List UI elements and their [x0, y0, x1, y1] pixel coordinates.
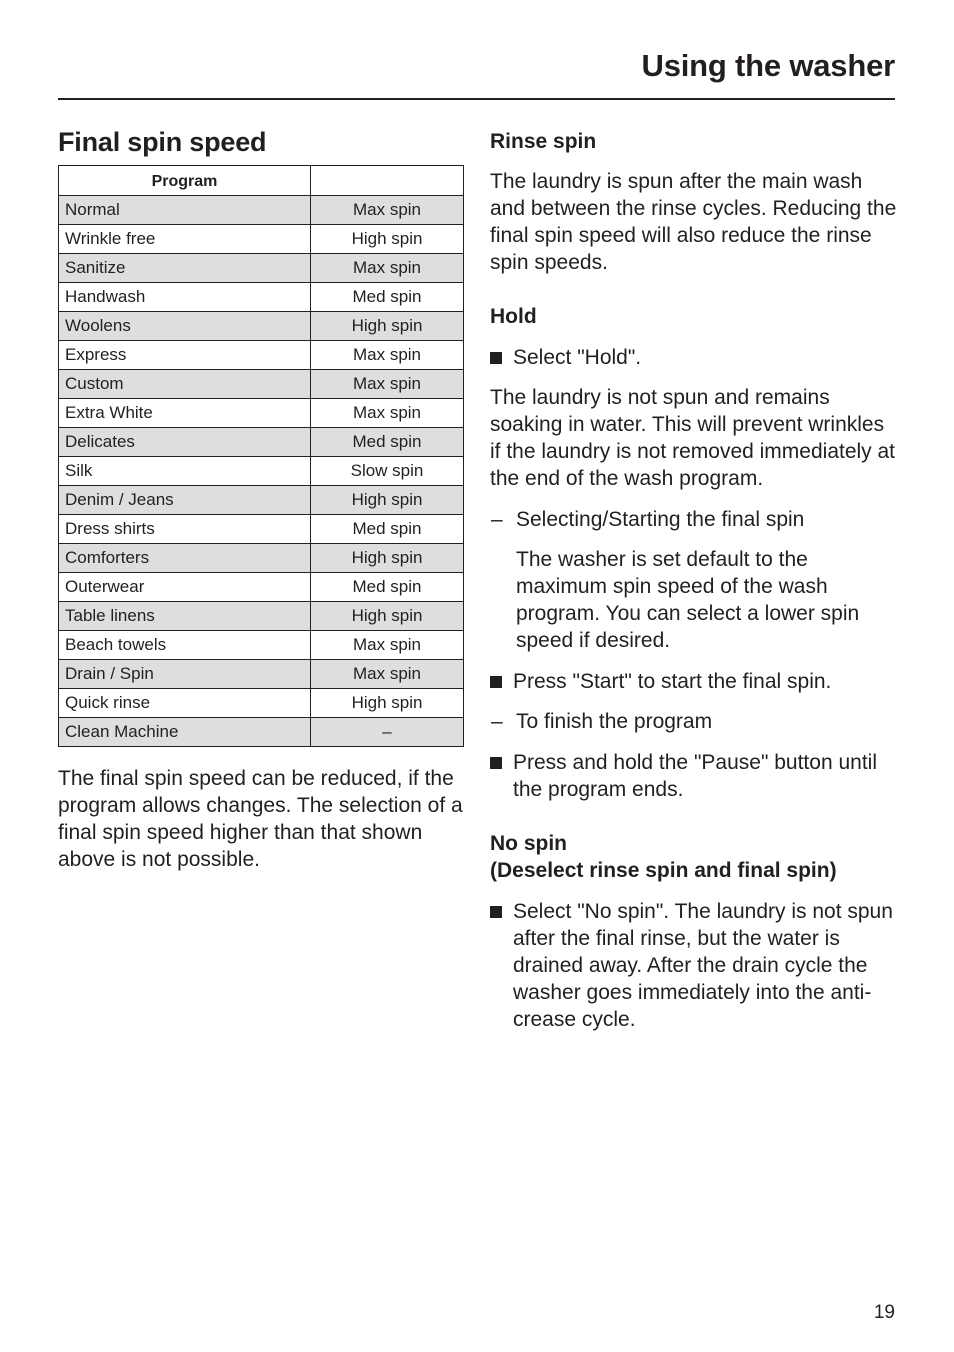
list-item — [490, 749, 900, 803]
program-cell: Delicates — [59, 428, 311, 457]
table-header-program: Program — [59, 166, 311, 196]
spin-cell: Max spin — [311, 254, 464, 283]
program-cell: Custom — [59, 370, 311, 399]
spin-cell: High spin — [311, 689, 464, 718]
spin-cell: Max spin — [311, 660, 464, 689]
no-spin-heading — [490, 830, 900, 884]
spin-cell: High spin — [311, 544, 464, 573]
table-body — [59, 196, 464, 747]
table-row — [59, 370, 464, 399]
spin-speed-table — [58, 165, 464, 747]
spin-cell: Med spin — [311, 428, 464, 457]
spin-cell: Max spin — [311, 370, 464, 399]
table-row — [59, 718, 464, 747]
spin-cell: Slow spin — [311, 457, 464, 486]
table-row — [59, 283, 464, 312]
program-cell: Sanitize — [59, 254, 311, 283]
spin-cell: High spin — [311, 602, 464, 631]
rinse-spin-text: The laundry is spun after the main wash and between the rinse cycles. Reducing the final spin speed will also reduce the rinse spin speeds. — [490, 170, 897, 274]
list-item — [490, 668, 900, 695]
spin-cell: Med spin — [311, 515, 464, 544]
program-cell: Handwash — [59, 283, 311, 312]
table-row — [59, 573, 464, 602]
table-row — [59, 225, 464, 254]
table-row — [59, 660, 464, 689]
dash-bullet-icon: – — [491, 508, 503, 531]
program-cell: Clean Machine — [59, 718, 311, 747]
table-header-row — [59, 166, 464, 196]
table-row — [59, 428, 464, 457]
table-row — [59, 689, 464, 718]
left-column — [58, 126, 463, 894]
table-row — [59, 544, 464, 573]
spin-cell: Max spin — [311, 631, 464, 660]
spin-cell: Max spin — [311, 399, 464, 428]
table-row — [59, 254, 464, 283]
table-row — [59, 196, 464, 225]
program-cell: Comforters — [59, 544, 311, 573]
no-spin-heading-line2: (Deselect rinse spin and final spin) — [490, 859, 837, 882]
spin-cell: – — [311, 718, 464, 747]
hold-heading: Hold — [490, 305, 537, 328]
spin-cell: Max spin — [311, 341, 464, 370]
table-row — [59, 341, 464, 370]
no-spin-heading-line1: No spin — [490, 832, 567, 855]
right-column — [490, 128, 900, 1033]
finish-program-label: To finish the program — [516, 710, 713, 733]
start-final-spin-label: Selecting/Starting the final spin — [516, 508, 805, 531]
program-cell: Table linens — [59, 602, 311, 631]
spin-cell: High spin — [311, 225, 464, 254]
table-row — [59, 631, 464, 660]
dash-bullet-icon: – — [491, 710, 503, 733]
list-item — [490, 506, 900, 533]
list-item — [490, 344, 900, 371]
table-row — [59, 515, 464, 544]
table-row — [59, 602, 464, 631]
press-pause-instruction: Press and hold the "Pause" button until the program ends. — [513, 751, 877, 801]
list-item — [490, 708, 900, 735]
final-spin-heading: Final spin speed — [58, 127, 267, 157]
program-cell: Denim / Jeans — [59, 486, 311, 515]
no-spin-instruction: Select "No spin". The laundry is not spun after the final rinse, but the water is drained away. After the drain cycle the washer goes immediately into the anti-crease cycle. — [513, 900, 893, 1031]
header-divider — [58, 98, 895, 100]
table-row — [59, 399, 464, 428]
table-row — [59, 457, 464, 486]
page-title: Using the washer — [641, 48, 895, 83]
spin-cell: Max spin — [311, 196, 464, 225]
program-cell: Dress shirts — [59, 515, 311, 544]
spin-cell: Med spin — [311, 283, 464, 312]
final-spin-note: The final spin speed can be reduced, if the program allows changes. The selection of a final spin speed higher than that shown above is not possible. — [58, 767, 463, 871]
program-cell: Normal — [59, 196, 311, 225]
spin-cell: High spin — [311, 312, 464, 341]
table-row — [59, 312, 464, 341]
square-bullet-icon — [490, 352, 502, 364]
table-header-spin — [311, 166, 464, 196]
square-bullet-icon — [490, 757, 502, 769]
program-cell: Drain / Spin — [59, 660, 311, 689]
program-cell: Beach towels — [59, 631, 311, 660]
square-bullet-icon — [490, 906, 502, 918]
press-start-instruction: Press "Start" to start the final spin. — [513, 670, 832, 693]
program-cell: Outerwear — [59, 573, 311, 602]
rinse-spin-heading: Rinse spin — [490, 130, 597, 153]
spin-cell: High spin — [311, 486, 464, 515]
program-cell: Woolens — [59, 312, 311, 341]
square-bullet-icon — [490, 676, 502, 688]
program-cell: Wrinkle free — [59, 225, 311, 254]
program-cell: Quick rinse — [59, 689, 311, 718]
program-cell: Silk — [59, 457, 311, 486]
list-item — [490, 898, 900, 1033]
page-number: 19 — [873, 1302, 895, 1323]
program-cell: Express — [59, 341, 311, 370]
program-cell: Extra White — [59, 399, 311, 428]
hold-description: The laundry is not spun and remains soaking in water. This will prevent wrinkles if the laundry is not removed immediately at the end of the wash program. — [490, 386, 896, 490]
hold-select-instruction: Select "Hold". — [513, 346, 642, 369]
spin-cell: Med spin — [311, 573, 464, 602]
table-row — [59, 486, 464, 515]
start-final-spin-text: The washer is set default to the maximum spin speed of the wash program. You can select a lower spin speed if desired. — [516, 548, 860, 652]
